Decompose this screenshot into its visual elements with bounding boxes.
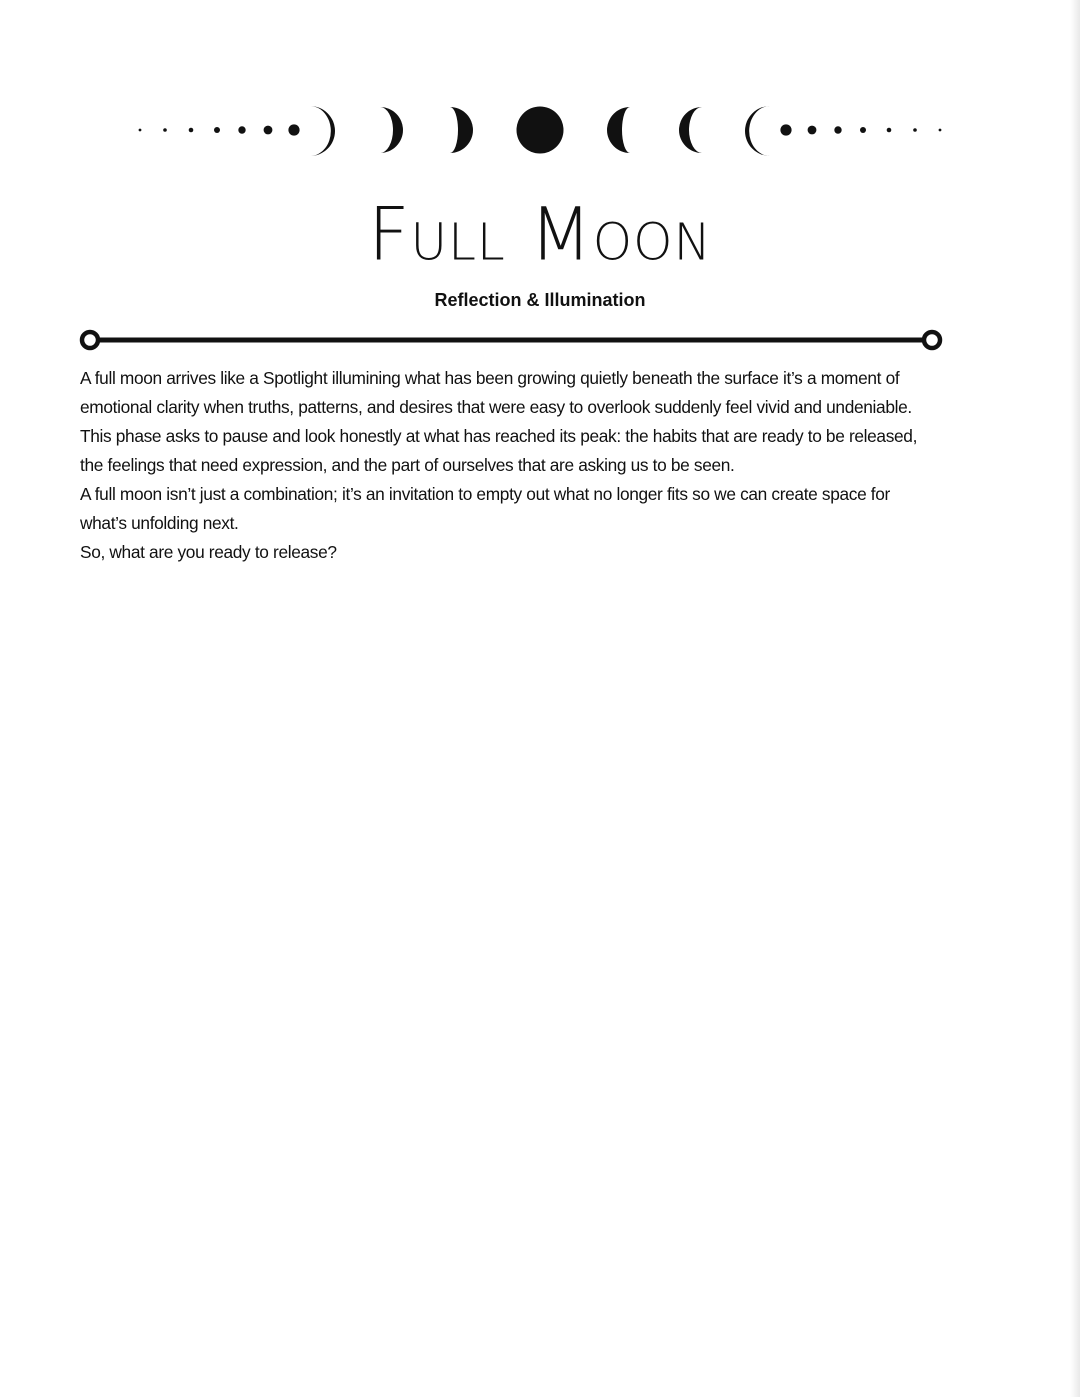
dot-icon [214, 127, 220, 133]
waxing-crescent-thin-icon [310, 106, 335, 156]
dot-icon [264, 126, 273, 135]
body-line: emotional clarity when truths, patterns, and desires that were easy to overlook suddenly feel vivid and undeniable. [80, 397, 912, 417]
dot-icon [163, 128, 167, 132]
waning-crescent-thin-icon [745, 106, 770, 156]
body-line: So, what are you ready to release? [80, 542, 337, 562]
line-divider-icon [78, 326, 946, 354]
dot-icon [808, 126, 817, 135]
body-line: This phase asks to pause and look honestly at what has reached its peak: the habits that are ready to be released, [80, 426, 918, 446]
body-paragraph [80, 364, 980, 567]
dot-icon [139, 129, 142, 132]
dot-icon [887, 128, 892, 133]
full-moon-icon [517, 107, 564, 154]
dot-icon [238, 126, 245, 133]
body-line: A full moon isn’t just a combination; it’s an invitation to empty out what no longer fits so we can create space for [80, 484, 890, 504]
page-title: Full Moon [368, 191, 712, 277]
waning-gibbous-icon [607, 107, 630, 153]
page-subtitle: Reflection & Illumination [434, 290, 646, 310]
divider-right-endpoint-icon [924, 332, 940, 348]
waning-crescent-icon [679, 107, 702, 153]
dot-icon [288, 124, 299, 135]
moon-phases-icon [130, 100, 950, 164]
body-line: the feelings that need expression, and the part of ourselves that are asking us to be seen. [80, 455, 735, 475]
waxing-crescent-icon [380, 107, 403, 153]
body-line: A full moon arrives like a Spotlight illumining what has been growing quietly beneath the surface it’s a moment of [80, 368, 900, 388]
dot-icon [939, 129, 942, 132]
dot-icon [189, 128, 194, 133]
dot-icon [834, 126, 841, 133]
dot-icon [780, 124, 791, 135]
body-line: what’s unfolding next. [80, 513, 239, 533]
waxing-gibbous-icon [450, 107, 473, 153]
dot-icon [860, 127, 866, 133]
dot-icon [913, 128, 917, 132]
divider-left-endpoint-icon [82, 332, 98, 348]
